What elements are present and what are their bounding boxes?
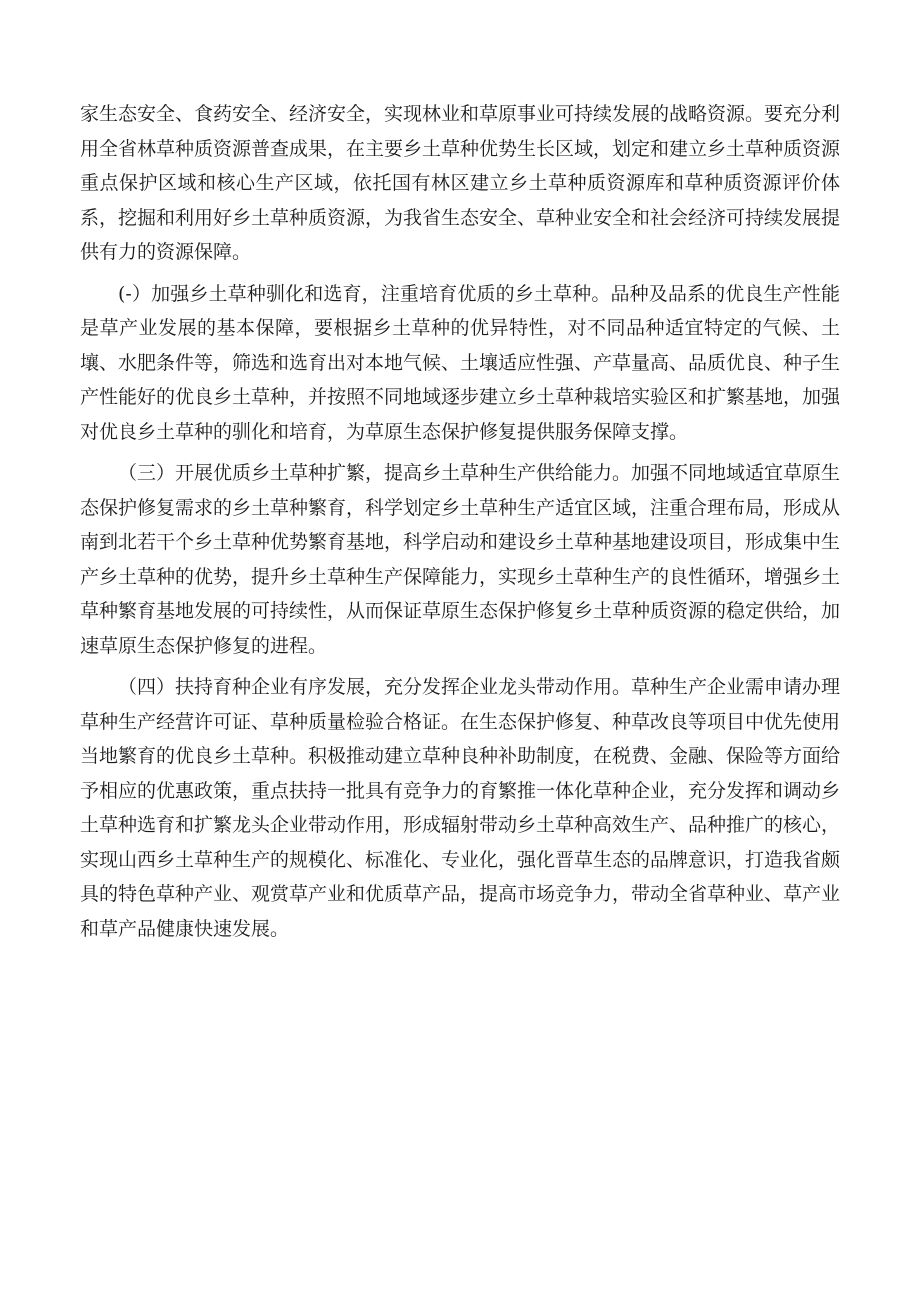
paragraph-continued: 家生态安全、食药安全、经济安全，实现林业和草原事业可持续发展的战略资源。要充分利用全省林草种质资源普查成果，在主要乡土草种优势生长区域，划定和建立乡土草种质资源重点保护区域和核心生产区域，依托国有林区建立乡土草种质资源库和草种质资源评价体系，挖掘和利用好乡土草种质资源，为我省生态安全、草种业安全和社会经济可持续发展提供有力的资源保障。 (80, 103, 841, 263)
document-body (80, 97, 840, 953)
paragraph-section-three: （三）开展优质乡土草种扩繁，提高乡土草种生产供给能力。加强不同地域适宜草原生态保护修复需求的乡土草种繁育，科学划定乡土草种生产适宜区域，注重合理布局，形成从南到北若干个乡土草种优势繁育基地，科学启动和建设乡土草种基地建设项目，形成集中生产乡土草种的优势，提升乡土草种生产保障能力，实现乡土草种生产的良性循环，增强乡土草种繁育基地发展的可持续性，从而保证草原生态保护修复乡土草种质资源的稳定供给，加速草原生态保护修复的进程。 (80, 462, 841, 657)
paragraph-section-four: （四）扶持育种企业有序发展，充分发挥企业龙头带动作用。草种生产企业需申请办理草种生产经营许可证、草种质量检验合格证。在生态保护修复、种草改良等项目中优先使用当地繁育的优良乡土草种。积极推动建立草种良种补助制度，在税费、金融、保险等方面给予相应的优惠政策，重点扶持一批具有竞争力的育繁推一体化草种企业，充分发挥和调动乡土草种选育和扩繁龙头企业带动作用，形成辐射带动乡土草种高效生产、品种推广的核心，实现山西乡土草种生产的规模化、标准化、专业化，强化晋草生态的品牌意识，打造我省颇具的特色草种产业、观赏草产业和优质草产品，提高市场竞争力，带动全省草种业、草产业和草产品健康快速发展。 (80, 676, 841, 940)
paragraph-section-two: (-）加强乡土草种驯化和选育，注重培育优质的乡土草种。品种及品系的优良生产性能是草产业发展的基本保障，要根据乡土草种的优异特性，对不同品种适宜特定的气候、土壤、水肥条件等，筛选和选育出对本地气候、土壤适应性强、产草量高、品质优良、种子生产性能好的优良乡土草种，并按照不同地域逐步建立乡土草种栽培实验区和扩繁基地，加强对优良乡土草种的驯化和培育，为草原生态保护修复提供服务保障支撑。 (80, 282, 841, 443)
